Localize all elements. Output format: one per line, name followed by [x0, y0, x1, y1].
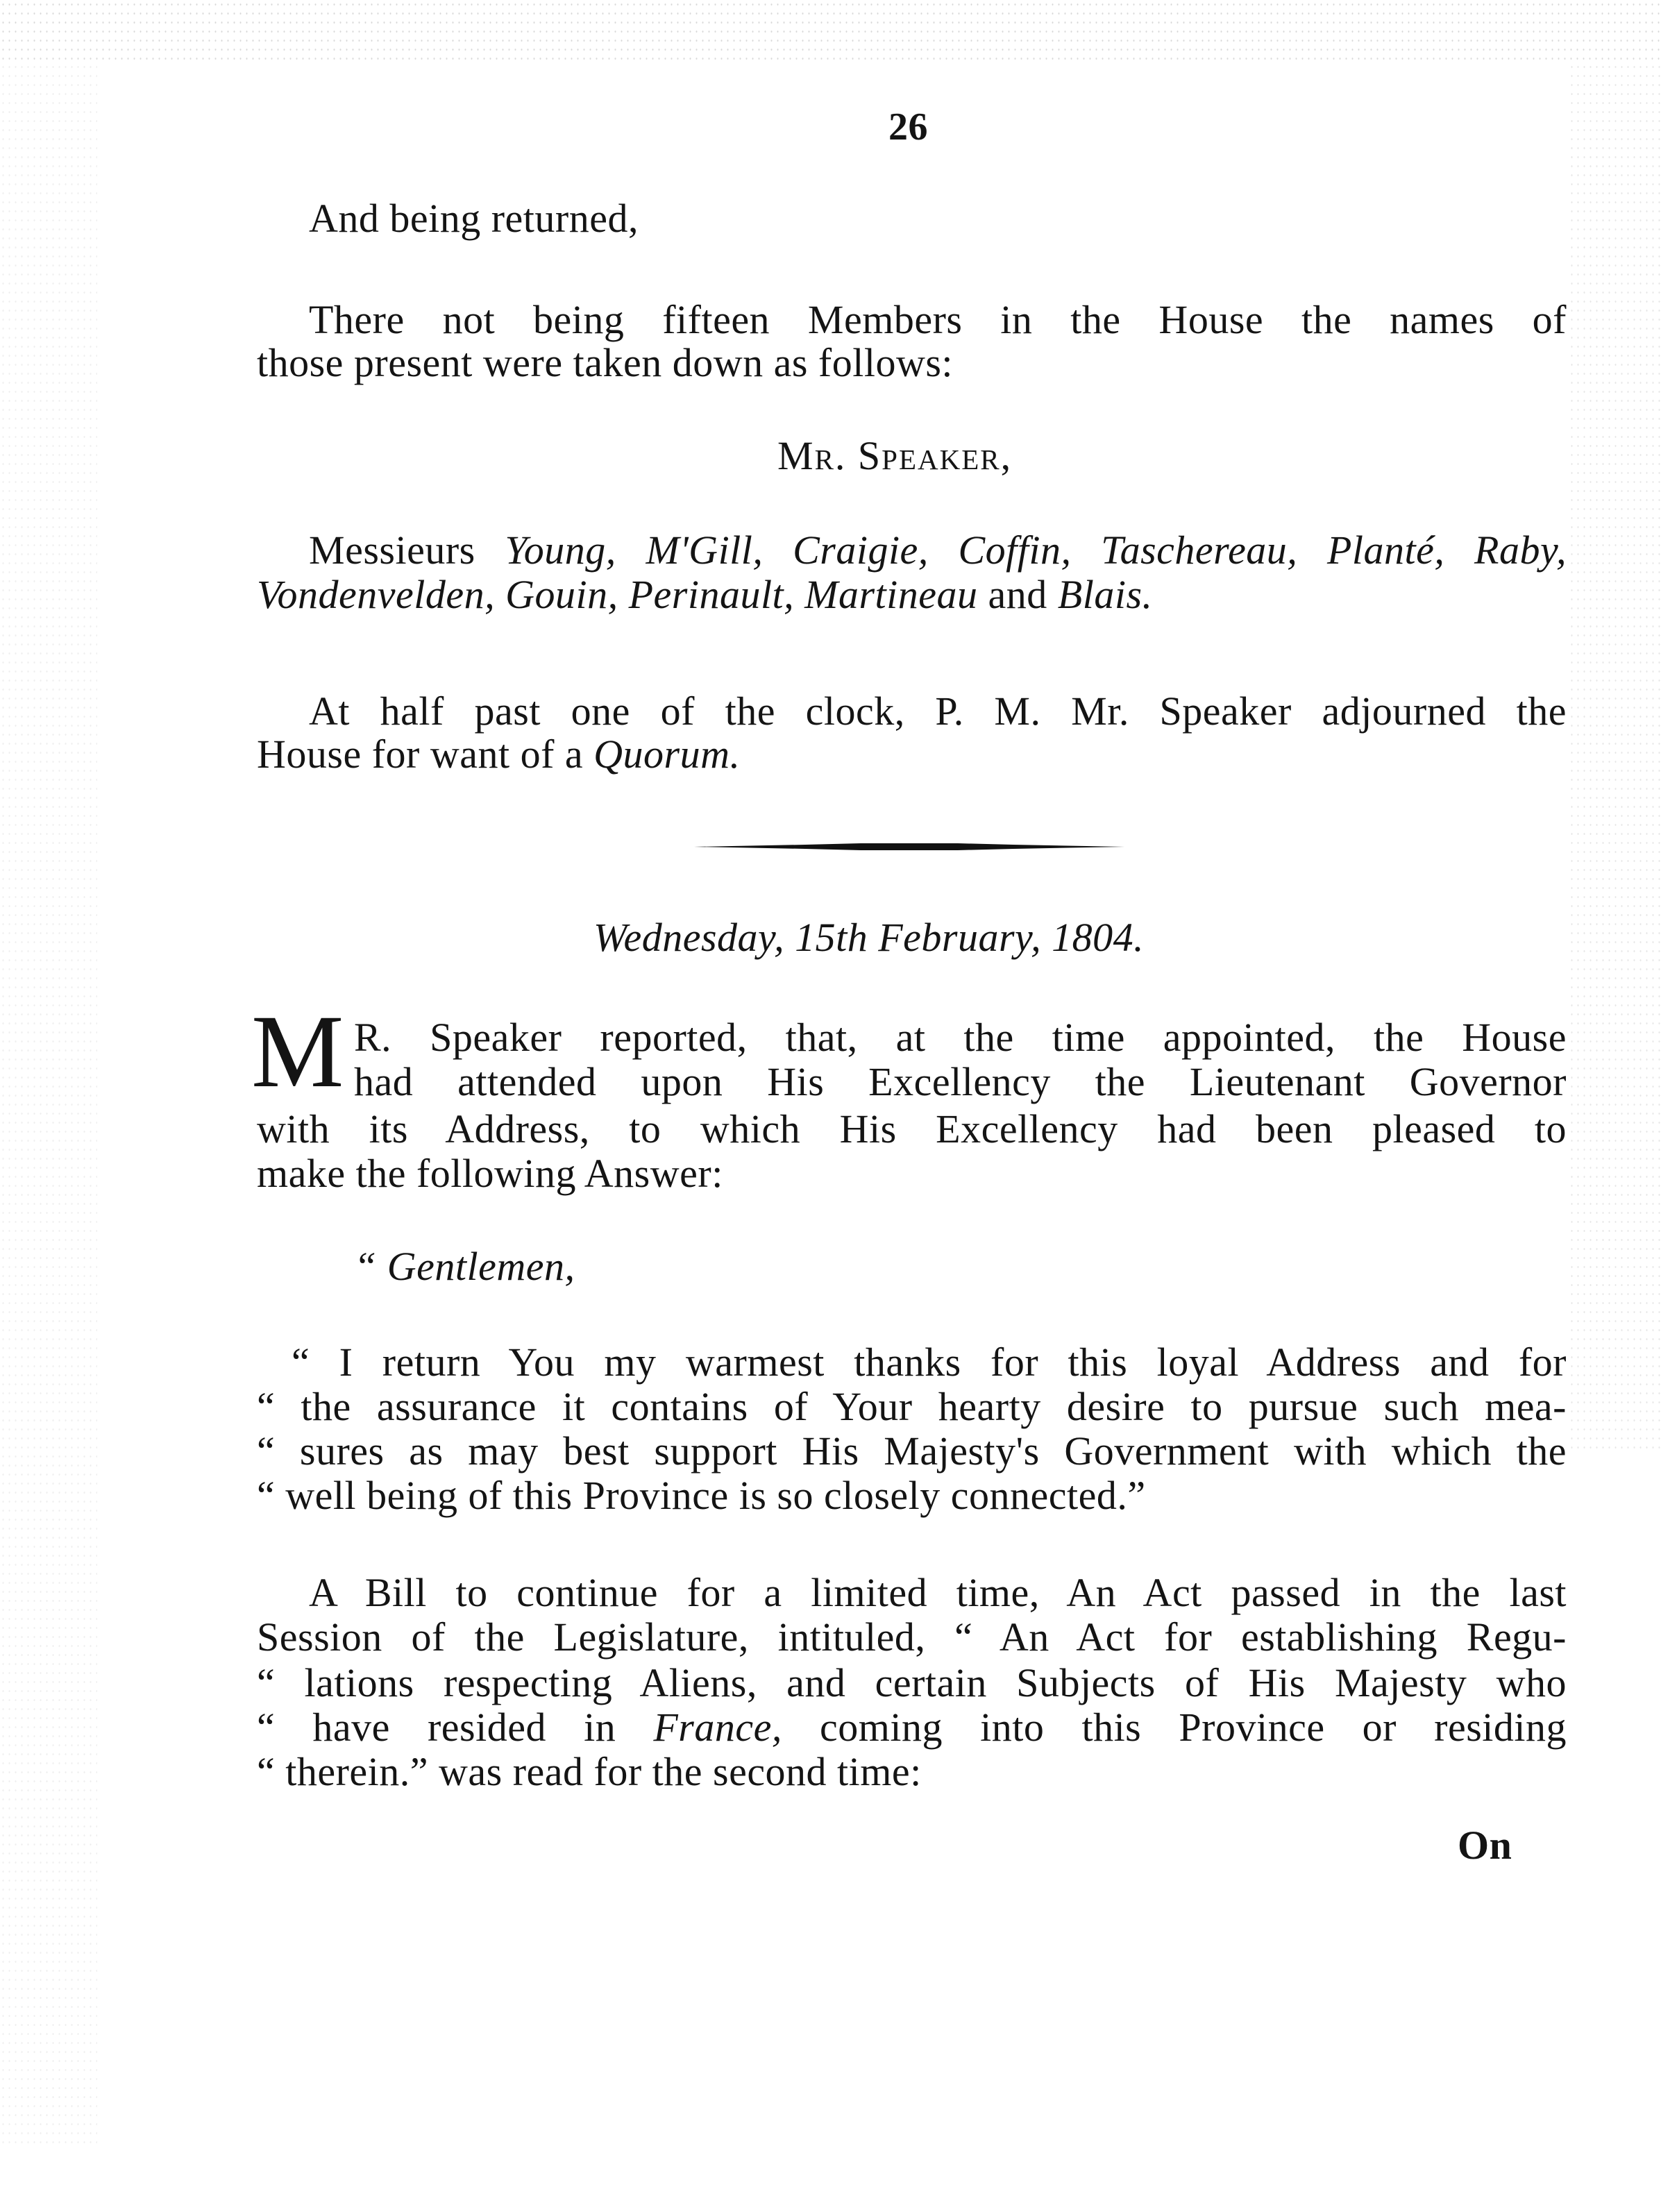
scan-noise-right	[1569, 62, 1661, 1451]
quote-line-1: “ I return You my warmest thanks for this loyal Address and for	[292, 1340, 1567, 1385]
members-prefix: Messieurs	[309, 527, 505, 573]
page-number: 26	[888, 105, 928, 149]
scan-noise-top	[0, 0, 1661, 62]
report-line-4: make the following Answer:	[257, 1151, 723, 1196]
salutation: “ Gentlemen,	[354, 1244, 575, 1289]
adjournment-text: House for want of a	[257, 732, 594, 777]
members-and: and	[977, 572, 1058, 617]
member-names-3: Blais.	[1057, 572, 1153, 617]
bill-line-3: “ lations respecting Aliens, and certain Subjects of His Majesty who	[257, 1660, 1567, 1705]
adjournment-line-2	[257, 732, 740, 777]
member-names-2: Vondenvelden, Gouin, Perinault, Martineau	[257, 572, 978, 617]
paragraph-quorum-count-line-2: those present were taken down as follows:	[257, 340, 954, 385]
section-divider	[694, 838, 1124, 855]
catchword: On	[1458, 1823, 1512, 1868]
bill-line-2: Session of the Legislature, intituled, “ An Act for establishing Regu-	[257, 1614, 1567, 1660]
bill-line-5: “ therein.” was read for the second time:	[257, 1749, 922, 1794]
paragraph-and-being-returned: And being returned,	[309, 196, 639, 241]
france-word: France,	[653, 1705, 782, 1750]
drop-cap: M	[251, 994, 344, 1109]
quote-line-4: “ well being of this Province is so closely connected.”	[257, 1473, 1146, 1518]
quote-line-2: “ the assurance it contains of Your hearty desire to pursue such mea-	[257, 1384, 1567, 1429]
bill-line-1: A Bill to continue for a limited time, An Act passed in the last	[309, 1570, 1567, 1615]
date-heading: Wednesday, 15th February, 1804.	[593, 915, 1145, 960]
adjournment-line-1: At half past one of the clock, P. M. Mr. Speaker adjourned the	[309, 689, 1567, 734]
report-line-3: with its Address, to which His Excellency had been pleased to	[257, 1106, 1567, 1151]
scan-noise-left	[0, 62, 97, 2145]
members-list-line-1	[309, 527, 1567, 573]
paragraph-quorum-count-line-1: There not being fifteen Members in the House the names of	[309, 297, 1567, 342]
divider-ornament-icon	[694, 838, 1124, 855]
member-names-1: Young, M'Gill, Craigie, Coffin, Taschereau, Planté, Raby,	[505, 527, 1567, 573]
bill-line-4-end: coming into this Province or residing	[782, 1705, 1567, 1750]
quote-line-3: “ sures as may best support His Majesty's Government with which the	[257, 1428, 1567, 1474]
bill-line-4-start: “ have resided in	[257, 1705, 654, 1750]
report-line-2: had attended upon His Excellency the Lieutenant Governor	[354, 1059, 1567, 1104]
members-list-line-2	[257, 572, 1153, 618]
report-line-1: R. Speaker reported, that, at the time appointed, the House	[354, 1015, 1567, 1060]
bill-line-4	[257, 1705, 1567, 1750]
speaker-heading: Mr. Speaker,	[777, 433, 1013, 478]
quorum-word: Quorum.	[593, 732, 741, 777]
